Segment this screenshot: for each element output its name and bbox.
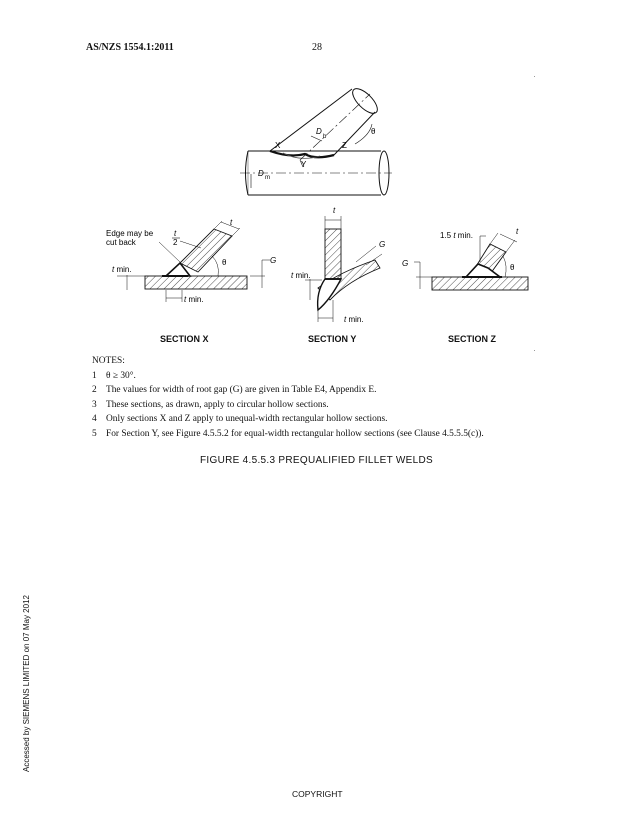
section-x-g: G [270, 256, 277, 265]
section-x-edge-note-line1: Edge may be [106, 229, 154, 238]
section-y-tmin-left: t min. [291, 271, 311, 280]
notes-block [92, 354, 532, 442]
section-y-g: G [379, 240, 386, 249]
label-dm-sub: m [265, 175, 270, 181]
label-theta-top: θ [371, 127, 376, 136]
section-z-t: t [516, 227, 519, 236]
figure-diagram [0, 0, 638, 340]
figure-caption: FIGURE 4.5.5.3 PREQUALIFIED FILLET WELDS [200, 455, 433, 466]
label-dm: D [258, 169, 264, 178]
label-db: D [316, 127, 322, 136]
standard-designation: AS/NZS 1554.1:2011 [86, 42, 174, 53]
label-x: X [275, 141, 281, 150]
tube-joint [240, 85, 392, 195]
section-z-drawing [414, 233, 528, 290]
scan-dot [534, 350, 535, 351]
section-z-title: SECTION Z [448, 334, 497, 344]
section-x-title: SECTION X [160, 334, 209, 344]
note-item: 1 θ ≥ 30°. [92, 370, 136, 381]
section-x-edge-note-line2: cut back [106, 238, 136, 247]
section-x-tmin-left: t min. [112, 265, 132, 274]
label-y: Y [301, 160, 307, 169]
page-number: 28 [312, 42, 322, 53]
section-y-title: SECTION Y [308, 334, 357, 344]
copyright-footer: COPYRIGHT [292, 789, 343, 799]
note-item: 5 For Section Y, see Figure 4.5.5.2 for equal-width rectangular hollow sections (see Clause 4.5.5.5(c)). [92, 428, 484, 439]
section-x-tmin-bottom: t min. [184, 295, 204, 304]
label-db-sub: b [323, 134, 327, 140]
section-y-drawing [305, 216, 382, 322]
section-z-theta: θ [510, 263, 515, 272]
notes-heading: NOTES: [92, 356, 125, 366]
section-x-t: t [230, 218, 233, 227]
note-item: 3 These sections, as drawn, apply to circular hollow sections. [92, 399, 329, 410]
section-z-g: G [402, 259, 409, 268]
section-z-tmin: 1.5 t min. [440, 231, 473, 240]
section-x-t-half-num: t [174, 229, 177, 238]
note-item: 4 Only sections X and Z apply to unequal-width rectangular hollow sections. [92, 414, 388, 425]
label-z: Z [342, 141, 347, 150]
section-y-tmin-bottom: t min. [344, 315, 364, 324]
scan-dot [534, 76, 535, 77]
access-stamp: Accessed by SIEMENS LIMITED on 07 May 2012 [22, 595, 31, 772]
section-x-t-half-den: 2 [173, 238, 178, 247]
note-item: 2 The values for width of root gap (G) are given in Table E4, Appendix E. [92, 385, 377, 396]
section-y-t: t [333, 206, 336, 215]
section-x-theta: θ [222, 258, 227, 267]
